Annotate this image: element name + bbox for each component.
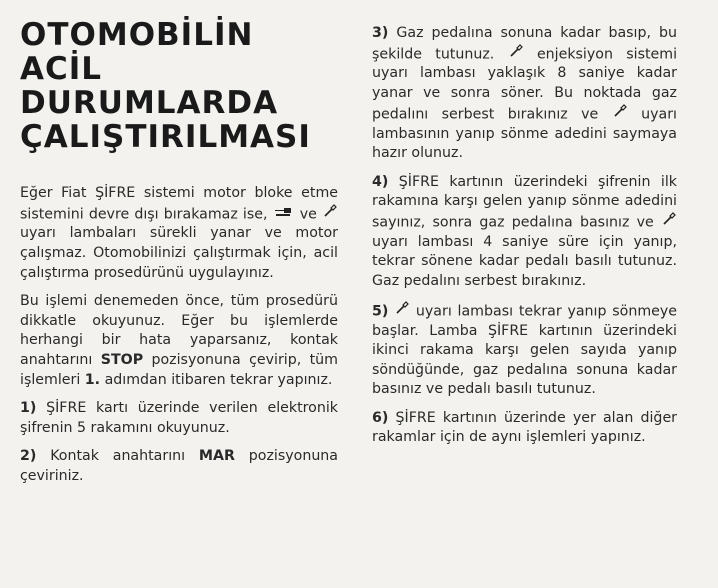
step-number: 4) bbox=[372, 173, 389, 190]
paragraph-intro: Eğer Fiat ŞİFRE sistemi motor bloke etme sistemini devre dışı bırakamaz ise, ve uyarı lambaları sürekli yanar ve motor çalışmaz. Otomobilinizi çalıştırmak için, acil çalıştırma prosedürünü uygulayınız. bbox=[20, 185, 338, 281]
step-number: 3) bbox=[372, 25, 389, 41]
step-5: 5) uyarı lambası tekrar yanıp sönmeye başlar. Lamba ŞİFRE kartının üzerindeki ikinci rakama karşı gelen sayıda yanıp söndüğünde, gaz pedalına sonuna kadar basınız ve pedalı basılı tutunuz. bbox=[372, 301, 677, 400]
stop-label: STOP bbox=[100, 352, 144, 369]
paragraph-warning: Bu işlemi denemeden önce, tüm prosedürü dikkatle okuyunuz. Eğer bu işlemlerde herhangi bir hata yaparsanız, kontak anahtarını STOP pozisyonuna çevirip, tüm işlemleri 1. adımdan itibaren tekrar yapınız. bbox=[20, 293, 338, 388]
step-number: 6) bbox=[372, 409, 389, 426]
title-line: ÇALIŞTIRILMASI bbox=[20, 119, 311, 155]
injection-wand-icon bbox=[662, 212, 676, 233]
step-1: 1) ŞİFRE kartı üzerinde verilen elektronik şifrenin 5 rakamını okuyunuz. bbox=[20, 400, 339, 436]
left-column bbox=[20, 0, 338, 487]
mar-label: MAR bbox=[198, 448, 235, 465]
step-6: 6) ŞİFRE kartının üzerinde yer alan diğer rakamlar için de aynı işlemleri yapınız. bbox=[372, 409, 678, 446]
right-column bbox=[372, 24, 677, 448]
page-title bbox=[20, 18, 338, 154]
title-line: OTOMOBİLİN bbox=[20, 17, 254, 53]
injection-wand-icon bbox=[509, 44, 523, 65]
step-number: 1) bbox=[20, 400, 37, 417]
step-ref: 1. bbox=[84, 371, 101, 388]
title-line: DURUMLARDA bbox=[20, 85, 279, 121]
step-number: 2) bbox=[20, 448, 37, 465]
injection-wand-icon bbox=[395, 301, 409, 322]
title-line: ACİL bbox=[20, 51, 103, 87]
injection-wand-icon bbox=[613, 104, 627, 125]
step-3: 3) Gaz pedalına sonuna kadar basıp, bu şekilde tutunuz. enjeksiyon sistemi uyarı lambası yaklaşık 8 saniye kadar yanar ve sonra söner. Bu noktada gaz pedalını serbest bırakınız ve uyarı lambasının yanıp sönme adedini saymaya hazır olunuz. bbox=[372, 25, 678, 162]
step-2: 2) Kontak anahtarını MAR pozisyonuna çeviriniz. bbox=[20, 448, 338, 485]
injection-wand-icon bbox=[323, 204, 337, 225]
step-4: 4) ŞİFRE kartının üzerindeki şifrenin ilk rakamına karşı gelen yanıp sönme adedini sayınız, sonra gaz pedalına basınız ve uyarı lambası 4 saniye süre için yanıp, tekrar sönene kadar pedalı basılı tutunuz. Gaz pedalını serbest bırakınız. bbox=[372, 173, 677, 290]
step-number: 5) bbox=[372, 302, 389, 319]
key-icon bbox=[274, 204, 294, 224]
